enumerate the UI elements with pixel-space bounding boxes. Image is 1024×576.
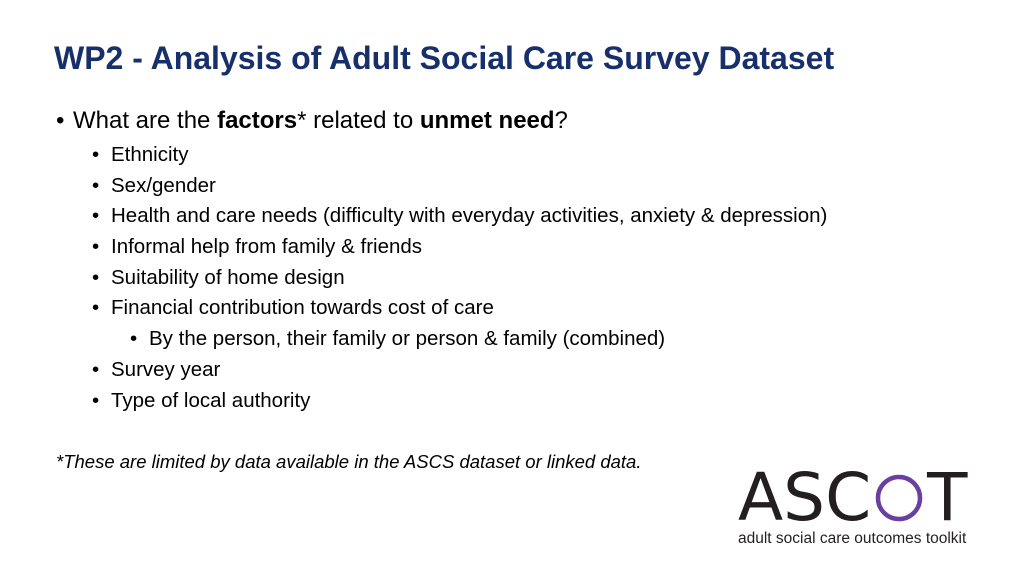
factor-sex-gender: Sex/gender <box>111 173 216 197</box>
bullet: • <box>92 204 100 228</box>
logo-o-circle <box>878 477 920 519</box>
bullet: • <box>56 107 65 134</box>
factor-health-care-needs: Health and care needs (difficulty with everyday activities, anxiety & depression) <box>111 204 828 228</box>
question-prefix: What are the <box>73 107 218 134</box>
factor-financial-contribution: Financial contribution towards cost of care <box>111 296 494 320</box>
factor-informal-help: Informal help from family & friends <box>111 235 423 259</box>
list-item <box>92 171 827 202</box>
ascot-logo <box>738 459 1002 550</box>
factor-home-design: Suitability of home design <box>111 265 345 289</box>
factor-survey-year: Survey year <box>111 357 221 381</box>
bullet: • <box>92 143 100 166</box>
logo-o-ring <box>875 474 923 522</box>
logo-letter-a: A <box>738 459 784 536</box>
list-item <box>92 232 827 263</box>
list-item <box>92 386 827 417</box>
factor-local-authority-type: Type of local authority <box>111 388 311 412</box>
factor-ethnicity: Ethnicity <box>111 143 189 166</box>
logo-tagline: adult social care outcomes toolkit <box>738 530 967 547</box>
list-item <box>92 293 827 324</box>
slide-title: WP2 - Analysis of Adult Social Care Survey Dataset <box>54 40 835 76</box>
question-emphasis-factors: factors <box>217 107 298 134</box>
factors-list <box>92 140 827 416</box>
bullet: • <box>92 235 100 259</box>
logo-wordmark <box>738 459 1002 536</box>
logo-letter-o <box>875 474 923 522</box>
list-item <box>92 140 827 171</box>
logo-letter-c: C <box>825 459 872 536</box>
financial-subitem: By the person, their family or person & family (combined) <box>149 327 666 351</box>
list-item <box>92 324 827 355</box>
list-item <box>92 201 827 232</box>
question-line <box>56 105 568 137</box>
logo-letter-s: S <box>783 459 826 536</box>
list-item <box>92 263 827 294</box>
bullet: • <box>92 388 100 412</box>
question-emphasis-unmet-need: unmet need <box>419 107 555 134</box>
bullet: • <box>92 296 100 320</box>
list-item <box>92 355 827 386</box>
question-middle: * related to <box>297 107 420 134</box>
question-suffix: ? <box>554 107 568 134</box>
bullet: • <box>92 265 100 289</box>
bullet: • <box>92 173 100 197</box>
bullet: • <box>92 357 100 381</box>
footnote: *These are limited by data available in the ASCS dataset or linked data. <box>56 451 642 472</box>
logo-letter-t: T <box>927 459 968 536</box>
bullet: • <box>130 327 138 351</box>
